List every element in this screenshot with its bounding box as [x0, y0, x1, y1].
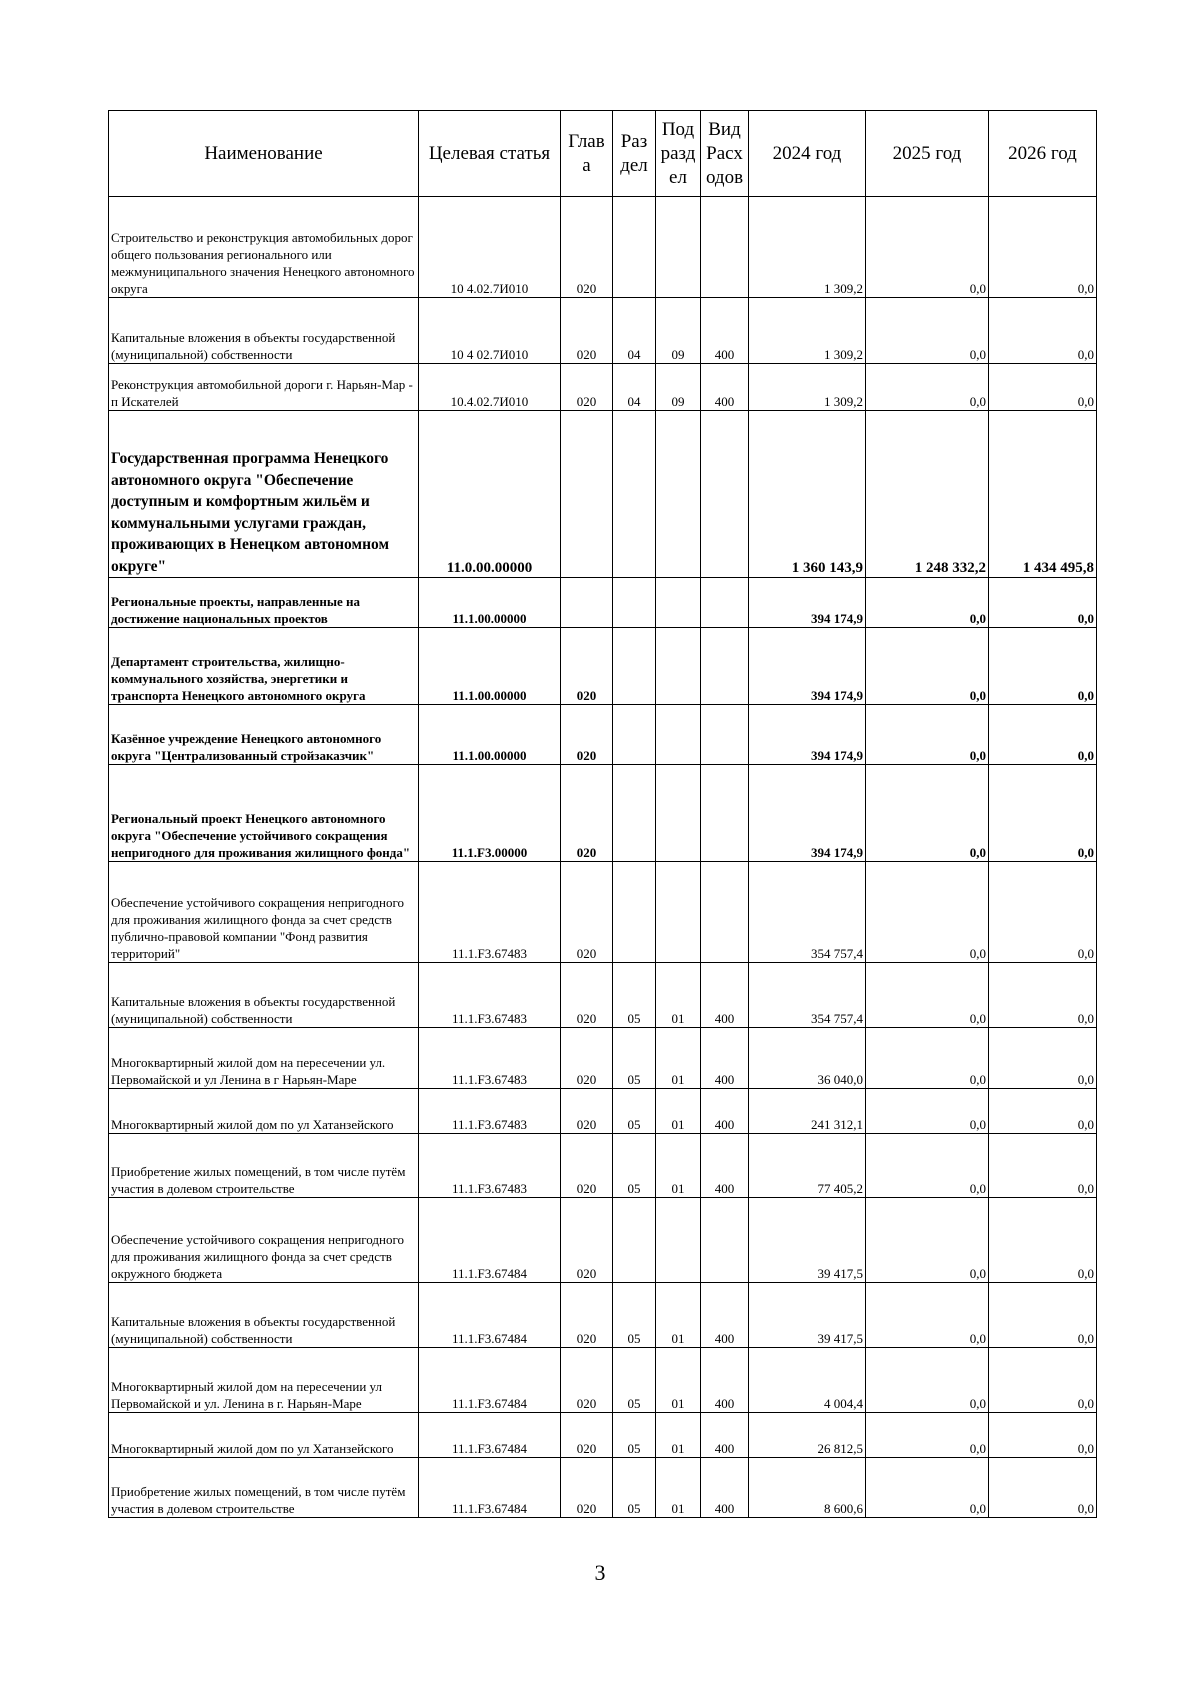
section-code: 05 [613, 1089, 656, 1134]
amount-2026: 0,0 [989, 1283, 1097, 1348]
subsection-code: 01 [656, 1134, 701, 1198]
section-code: 05 [613, 1413, 656, 1458]
subsection-code: 01 [656, 963, 701, 1028]
header-target-article: Целевая статья [419, 111, 561, 197]
target-article: 11.1.F3.67484 [419, 1348, 561, 1413]
header-name: Наименование [109, 111, 419, 197]
row-name: Реконструкция автомобильной дороги г. Нарьян-Мар - п Искателей [109, 364, 419, 411]
header-year-2025: 2025 год [866, 111, 989, 197]
amount-2025: 0,0 [866, 1028, 989, 1089]
subsection-code [656, 765, 701, 862]
expense-type-code: 400 [701, 1283, 749, 1348]
expense-type-code [701, 1198, 749, 1283]
expense-type-code: 400 [701, 1028, 749, 1089]
target-article: 11.1.00.00000 [419, 705, 561, 765]
expense-type-code [701, 862, 749, 963]
budget-table [108, 110, 1097, 1518]
table-row [109, 298, 1097, 364]
amount-2025: 0,0 [866, 1283, 989, 1348]
section-code [613, 765, 656, 862]
chapter-code: 020 [561, 1134, 613, 1198]
amount-2024: 1 309,2 [749, 197, 866, 298]
row-name: Казённое учреждение Ненецкого автономного округа "Централизованный стройзаказчик" [109, 705, 419, 765]
chapter-code: 020 [561, 1458, 613, 1518]
chapter-code: 020 [561, 765, 613, 862]
amount-2026: 1 434 495,8 [989, 411, 1097, 578]
amount-2026: 0,0 [989, 1348, 1097, 1413]
amount-2025: 0,0 [866, 364, 989, 411]
subsection-code [656, 862, 701, 963]
expense-type-code [701, 197, 749, 298]
subsection-code [656, 705, 701, 765]
header-section: Раз дел [613, 111, 656, 197]
target-article: 11.1.F3.00000 [419, 765, 561, 862]
chapter-code: 020 [561, 628, 613, 705]
amount-2026: 0,0 [989, 578, 1097, 628]
row-name: Департамент строительства, жилищно-коммунального хозяйства, энергетики и транспорта Ненецкого автономного округа [109, 628, 419, 705]
chapter-code [561, 578, 613, 628]
expense-type-code: 400 [701, 963, 749, 1028]
table-row [109, 578, 1097, 628]
amount-2025: 0,0 [866, 705, 989, 765]
amount-2026: 0,0 [989, 364, 1097, 411]
amount-2025: 0,0 [866, 1413, 989, 1458]
row-name: Многоквартирный жилой дом на пересечении ул. Первомайской и ул Ленина в г Нарьян-Маре [109, 1028, 419, 1089]
amount-2024: 241 312,1 [749, 1089, 866, 1134]
section-code: 04 [613, 298, 656, 364]
row-name: Строительство и реконструкция автомобильных дорог общего пользования регионального или межмуниципального значения Ненецкого автономного округа [109, 197, 419, 298]
row-name: Государственная программа Ненецкого автономного округа "Обеспечение доступным и комфортным жильём и коммунальными услугами граждан, проживающих в Ненецком автономном округе" [109, 411, 419, 578]
row-name: Обеспечение устойчивого сокращения непригодного для проживания жилищного фонда за счет средств публично-правовой компании "Фонд развития территорий" [109, 862, 419, 963]
table-row [109, 364, 1097, 411]
subsection-code: 09 [656, 298, 701, 364]
chapter-code: 020 [561, 1413, 613, 1458]
target-article: 11.1.00.00000 [419, 578, 561, 628]
row-name: Многоквартирный жилой дом на пересечении ул Первомайской и ул. Ленина в г. Нарьян-Маре [109, 1348, 419, 1413]
expense-type-code [701, 628, 749, 705]
row-name: Капитальные вложения в объекты государственной (муниципальной) собственности [109, 298, 419, 364]
expense-type-code: 400 [701, 364, 749, 411]
target-article: 11.1.F3.67483 [419, 1134, 561, 1198]
chapter-code: 020 [561, 705, 613, 765]
amount-2026: 0,0 [989, 298, 1097, 364]
section-code: 05 [613, 963, 656, 1028]
expense-type-code [701, 411, 749, 578]
target-article: 11.1.F3.67483 [419, 1028, 561, 1089]
row-name: Приобретение жилых помещений, в том числе путём участия в долевом строительстве [109, 1458, 419, 1518]
amount-2024: 39 417,5 [749, 1283, 866, 1348]
table-row [109, 963, 1097, 1028]
subsection-code [656, 411, 701, 578]
amount-2024: 26 812,5 [749, 1413, 866, 1458]
table-row [109, 1089, 1097, 1134]
target-article: 11.1.F3.67484 [419, 1413, 561, 1458]
subsection-code [656, 578, 701, 628]
expense-type-code: 400 [701, 1458, 749, 1518]
subsection-code: 01 [656, 1089, 701, 1134]
amount-2026: 0,0 [989, 628, 1097, 705]
amount-2026: 0,0 [989, 1458, 1097, 1518]
amount-2026: 0,0 [989, 1134, 1097, 1198]
amount-2026: 0,0 [989, 765, 1097, 862]
amount-2025: 0,0 [866, 963, 989, 1028]
amount-2025: 0,0 [866, 1348, 989, 1413]
amount-2025: 0,0 [866, 578, 989, 628]
section-code: 04 [613, 364, 656, 411]
target-article: 11.0.00.00000 [419, 411, 561, 578]
chapter-code [561, 411, 613, 578]
header-year-2026: 2026 год [989, 111, 1097, 197]
section-code: 05 [613, 1348, 656, 1413]
amount-2024: 1 309,2 [749, 364, 866, 411]
row-name: Региональные проекты, направленные на достижение национальных проектов [109, 578, 419, 628]
chapter-code: 020 [561, 1089, 613, 1134]
target-article: 11.1.F3.67483 [419, 862, 561, 963]
expense-type-code [701, 765, 749, 862]
subsection-code [656, 197, 701, 298]
amount-2024: 8 600,6 [749, 1458, 866, 1518]
chapter-code: 020 [561, 298, 613, 364]
chapter-code: 020 [561, 1348, 613, 1413]
amount-2024: 39 417,5 [749, 1198, 866, 1283]
expense-type-code [701, 578, 749, 628]
header-year-2024: 2024 год [749, 111, 866, 197]
subsection-code [656, 628, 701, 705]
amount-2024: 354 757,4 [749, 963, 866, 1028]
table-row [109, 1283, 1097, 1348]
row-name: Приобретение жилых помещений, в том числе путём участия в долевом строительстве [109, 1134, 419, 1198]
amount-2026: 0,0 [989, 963, 1097, 1028]
table-row [109, 705, 1097, 765]
amount-2026: 0,0 [989, 1198, 1097, 1283]
amount-2024: 77 405,2 [749, 1134, 866, 1198]
table-body [109, 197, 1097, 1518]
amount-2026: 0,0 [989, 1413, 1097, 1458]
section-code: 05 [613, 1458, 656, 1518]
target-article: 10 4.02.7И010 [419, 197, 561, 298]
chapter-code: 020 [561, 364, 613, 411]
target-article: 10 4 02.7И010 [419, 298, 561, 364]
table-row [109, 765, 1097, 862]
amount-2024: 394 174,9 [749, 705, 866, 765]
header-chapter: Глав а [561, 111, 613, 197]
table-row [109, 1028, 1097, 1089]
chapter-code: 020 [561, 862, 613, 963]
chapter-code: 020 [561, 197, 613, 298]
target-article: 11.1.F3.67483 [419, 1089, 561, 1134]
section-code [613, 628, 656, 705]
target-article: 11.1.F3.67484 [419, 1458, 561, 1518]
chapter-code: 020 [561, 1198, 613, 1283]
amount-2026: 0,0 [989, 862, 1097, 963]
subsection-code: 01 [656, 1348, 701, 1413]
expense-type-code: 400 [701, 1348, 749, 1413]
table-row [109, 1458, 1097, 1518]
amount-2025: 0,0 [866, 765, 989, 862]
table-row [109, 411, 1097, 578]
amount-2025: 0,0 [866, 862, 989, 963]
chapter-code: 020 [561, 963, 613, 1028]
table-row [109, 862, 1097, 963]
subsection-code: 01 [656, 1283, 701, 1348]
subsection-code [656, 1198, 701, 1283]
subsection-code: 01 [656, 1028, 701, 1089]
expense-type-code: 400 [701, 1134, 749, 1198]
amount-2025: 0,0 [866, 628, 989, 705]
amount-2026: 0,0 [989, 705, 1097, 765]
section-code [613, 1198, 656, 1283]
section-code: 05 [613, 1028, 656, 1089]
subsection-code: 09 [656, 364, 701, 411]
row-name: Многоквартирный жилой дом по ул Хатанзейского [109, 1089, 419, 1134]
table-row [109, 628, 1097, 705]
amount-2024: 1 360 143,9 [749, 411, 866, 578]
amount-2025: 0,0 [866, 1089, 989, 1134]
amount-2024: 1 309,2 [749, 298, 866, 364]
expense-type-code: 400 [701, 1413, 749, 1458]
amount-2026: 0,0 [989, 197, 1097, 298]
row-name: Региональный проект Ненецкого автономного округа "Обеспечение устойчивого сокращения непригодного для проживания жилищного фонда" [109, 765, 419, 862]
table-row [109, 1413, 1097, 1458]
table-row [109, 197, 1097, 298]
section-code [613, 705, 656, 765]
header-expense-type: Вид Расх одов [701, 111, 749, 197]
section-code [613, 578, 656, 628]
chapter-code: 020 [561, 1028, 613, 1089]
amount-2025: 0,0 [866, 1458, 989, 1518]
row-name: Капитальные вложения в объекты государственной (муниципальной) собственности [109, 963, 419, 1028]
amount-2024: 354 757,4 [749, 862, 866, 963]
section-code [613, 411, 656, 578]
target-article: 11.1.F3.67484 [419, 1198, 561, 1283]
subsection-code: 01 [656, 1413, 701, 1458]
page-number: 3 [594, 1560, 606, 1585]
chapter-code: 020 [561, 1283, 613, 1348]
row-name: Капитальные вложения в объекты государственной (муниципальной) собственности [109, 1283, 419, 1348]
subsection-code: 01 [656, 1458, 701, 1518]
amount-2025: 0,0 [866, 1198, 989, 1283]
table-row [109, 1134, 1097, 1198]
amount-2025: 0,0 [866, 197, 989, 298]
section-code: 05 [613, 1283, 656, 1348]
amount-2024: 4 004,4 [749, 1348, 866, 1413]
amount-2024: 394 174,9 [749, 628, 866, 705]
row-name: Обеспечение устойчивого сокращения непригодного для проживания жилищного фонда за счет средств окружного бюджета [109, 1198, 419, 1283]
row-name: Многоквартирный жилой дом по ул Хатанзейского [109, 1413, 419, 1458]
table-header-row [109, 111, 1097, 197]
amount-2025: 0,0 [866, 298, 989, 364]
section-code [613, 197, 656, 298]
amount-2025: 1 248 332,2 [866, 411, 989, 578]
amount-2026: 0,0 [989, 1089, 1097, 1134]
header-subsection: Под разд ел [656, 111, 701, 197]
target-article: 11.1.F3.67484 [419, 1283, 561, 1348]
expense-type-code: 400 [701, 298, 749, 364]
amount-2024: 394 174,9 [749, 765, 866, 862]
section-code [613, 862, 656, 963]
section-code: 05 [613, 1134, 656, 1198]
table-row [109, 1348, 1097, 1413]
expense-type-code: 400 [701, 1089, 749, 1134]
target-article: 11.1.00.00000 [419, 628, 561, 705]
target-article: 11.1.F3.67483 [419, 963, 561, 1028]
table-row [109, 1198, 1097, 1283]
amount-2024: 394 174,9 [749, 578, 866, 628]
amount-2024: 36 040,0 [749, 1028, 866, 1089]
target-article: 10.4.02.7И010 [419, 364, 561, 411]
expense-type-code [701, 705, 749, 765]
amount-2025: 0,0 [866, 1134, 989, 1198]
amount-2026: 0,0 [989, 1028, 1097, 1089]
